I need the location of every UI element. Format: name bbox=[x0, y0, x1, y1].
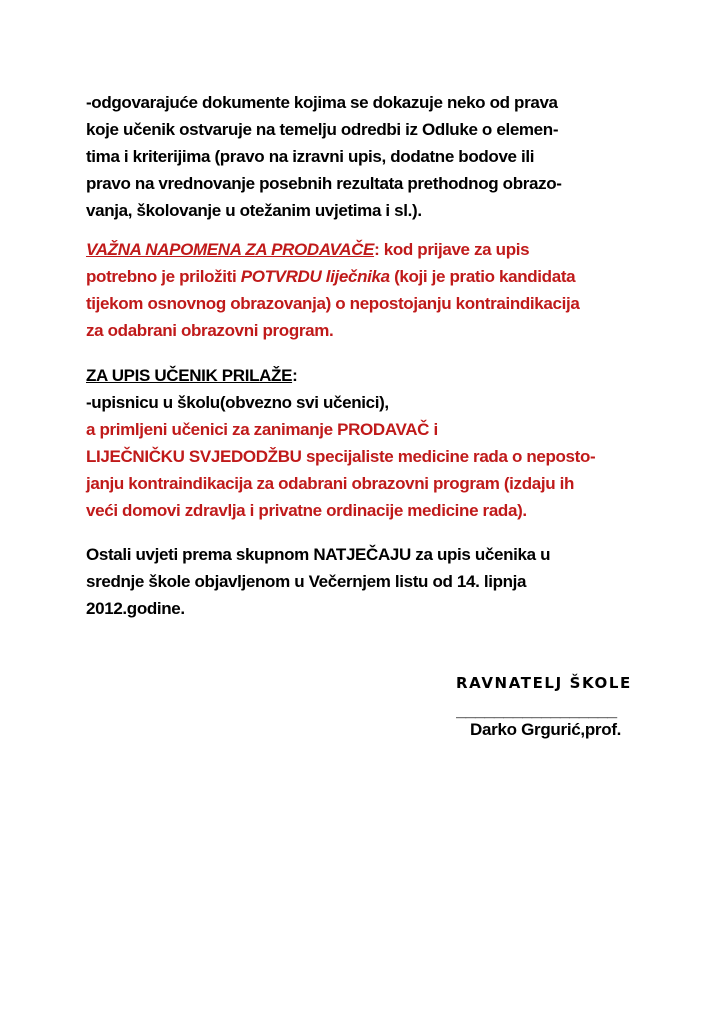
enrollment-paragraph bbox=[86, 362, 676, 524]
documents-paragraph bbox=[86, 89, 676, 224]
certificate-term: POTVRDU liječnika bbox=[240, 267, 390, 286]
signature-block bbox=[456, 672, 696, 742]
note-colon: : bbox=[374, 240, 380, 259]
conditions-line bbox=[86, 568, 676, 595]
enrollment-line bbox=[86, 497, 676, 524]
enrollment-text: domovi zdravlja i privatne ordinacije medicine rada). bbox=[117, 501, 527, 520]
note-text: kod prijave za upis bbox=[379, 240, 530, 259]
conditions-text: objavljenom u Večernjem listu od 14. lipnja bbox=[194, 572, 527, 591]
other-conditions-paragraph bbox=[86, 541, 676, 622]
note-line bbox=[86, 236, 676, 263]
enrollment-heading: ZA UPIS UČENIK PRILAŽE bbox=[86, 366, 293, 385]
signature-title: RAVNATELJ ŠKOLE bbox=[456, 674, 632, 692]
enrollment-text: PRODAVAČ i bbox=[337, 420, 438, 439]
paragraph-line: pravo na vrednovanje posebnih rezultata prethodnog obrazo- bbox=[86, 174, 562, 193]
note-line bbox=[86, 263, 676, 290]
conditions-text: srednje škole bbox=[86, 572, 195, 591]
enrollment-line bbox=[86, 443, 676, 470]
conditions-text: NATJEČAJU bbox=[313, 545, 411, 564]
enrollment-text: (obvezno svi učenici), bbox=[219, 393, 389, 412]
signature-line: _________________ bbox=[456, 699, 617, 719]
important-note-paragraph bbox=[86, 236, 676, 344]
important-note-heading: VAŽNA NAPOMENA ZA PRODAVAČE bbox=[86, 240, 375, 259]
paragraph-line: koje učenik ostvaruje na temelju odredbi iz Odluke o elemen- bbox=[86, 120, 559, 139]
note-line: tijekom osnovnog obrazovanja) o nepostojanju kontraindikacija bbox=[86, 294, 580, 313]
conditions-line: 2012.godine. bbox=[86, 599, 185, 618]
signature-name: Darko Grgurić,prof. bbox=[470, 720, 622, 739]
note-text: potrebno je priložiti bbox=[86, 267, 241, 286]
enrollment-text: a primljeni učenici za zanimanje bbox=[86, 420, 338, 439]
note-text: (koji je pratio kandidata bbox=[389, 267, 576, 286]
enrollment-text: LIJEČNIČKU SVJEDODŽBU bbox=[86, 447, 302, 466]
enrollment-line bbox=[86, 416, 676, 443]
enrollment-line: janju kontraindikacija za odabrani obrazovni program (izdaju ih bbox=[86, 474, 575, 493]
enrollment-text: veći bbox=[86, 501, 118, 520]
enrollment-heading-line bbox=[86, 362, 676, 389]
conditions-text: za upis učenika u bbox=[410, 545, 551, 564]
enrollment-line bbox=[86, 389, 676, 416]
enrollment-text: -upisnicu u školu bbox=[86, 393, 220, 412]
note-line: za odabrani obrazovni program. bbox=[86, 321, 334, 340]
enrollment-text: specijaliste medicine rada o neposto- bbox=[301, 447, 596, 466]
conditions-text: Ostali uvjeti prema skupnom bbox=[86, 545, 314, 564]
paragraph-line: tima i kriterijima (pravo na izravni upis, dodatne bodove ili bbox=[86, 147, 535, 166]
heading-colon: : bbox=[292, 366, 298, 385]
conditions-line bbox=[86, 541, 676, 568]
paragraph-line: vanja, školovanje u otežanim uvjetima i sl.). bbox=[86, 201, 422, 220]
paragraph-line: -odgovarajuće dokumente kojima se dokazuje neko od prava bbox=[86, 93, 558, 112]
